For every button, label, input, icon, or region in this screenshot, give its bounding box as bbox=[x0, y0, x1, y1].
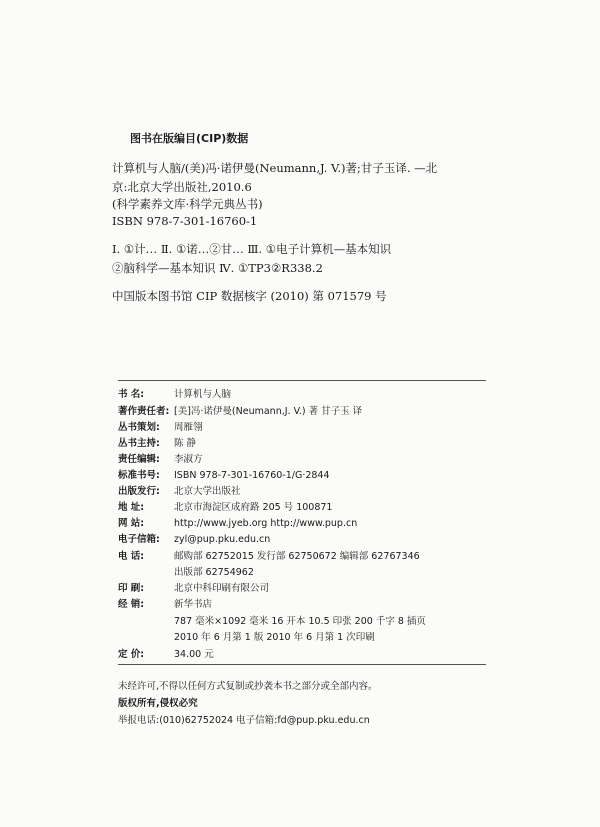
book-info-label: 书 名: bbox=[118, 389, 145, 400]
bottom-rule bbox=[118, 664, 486, 665]
copyright-notice: 未经许可,不得以任何方式复制或抄袭本书之部分或全部内容。 bbox=[118, 681, 378, 692]
cip-line-5: Ⅰ. ①计… Ⅱ. ①诺…②甘… Ⅲ. ①电子计算机—基本知识 bbox=[112, 242, 392, 256]
book-info-row bbox=[118, 437, 488, 451]
book-info-value: 北京中科印刷有限公司 bbox=[174, 583, 270, 594]
book-info-label: 责任编辑: bbox=[118, 454, 160, 465]
book-info-value: 邮购部 62752015 发行部 62750672 编辑部 62767346 bbox=[174, 551, 420, 562]
book-info-label: 网 站: bbox=[118, 518, 145, 529]
cip-line-1: 计算机与人脑/(美)冯·诺伊曼(Neumann,J. V.)著;甘子玉译. —北 bbox=[112, 161, 438, 175]
book-info-value: [美]冯·诺伊曼(Neumann,J. V.) 著 甘子玉 译 bbox=[174, 406, 363, 417]
book-info-value: 周雁翎 bbox=[174, 422, 203, 433]
book-info-label: 著作责任者: bbox=[118, 406, 170, 417]
book-info-value: zyl@pup.pku.edu.cn bbox=[174, 534, 271, 545]
book-info-row bbox=[118, 388, 488, 402]
book-info-value: 李淑方 bbox=[174, 454, 203, 465]
book-info-value: 34.00 元 bbox=[174, 649, 214, 660]
book-info-row bbox=[118, 598, 488, 612]
book-info-label: 出版发行: bbox=[118, 486, 160, 497]
book-info-row bbox=[118, 533, 488, 547]
top-rule bbox=[118, 380, 486, 381]
book-info-label: 地 址: bbox=[118, 502, 145, 513]
book-info-row bbox=[118, 453, 488, 467]
book-info-value: 出版部 62754962 bbox=[174, 567, 254, 578]
book-info-value: http://www.jyeb.org http://www.pup.cn bbox=[174, 518, 358, 529]
book-info-row bbox=[118, 501, 488, 515]
cip-line-6: ②脑科学—基本知识 Ⅳ. ①TP3②R338.2 bbox=[112, 261, 323, 275]
book-info-value: 计算机与人脑 bbox=[174, 389, 232, 400]
book-info-row bbox=[118, 517, 488, 531]
book-info-value: ISBN 978-7-301-16760-1/G·2844 bbox=[174, 470, 330, 481]
book-info-row bbox=[118, 469, 488, 483]
cip-line-4: ISBN 978-7-301-16760-1 bbox=[112, 214, 258, 228]
book-info-value: 新华书店 bbox=[174, 599, 213, 610]
book-info-value: 北京市海淀区成府路 205 号 100871 bbox=[174, 502, 333, 513]
report-contact: 举报电话:(010)62752024 电子信箱:fd@pup.pku.edu.cn bbox=[118, 715, 370, 726]
book-info-row bbox=[118, 421, 488, 435]
book-info-value: 787 毫米×1092 毫米 16 开本 10.5 印张 200 千字 8 插页 bbox=[174, 616, 426, 627]
book-info-row bbox=[118, 615, 488, 629]
book-info-row bbox=[118, 550, 488, 564]
cip-line-3: (科学素养文库·科学元典丛书) bbox=[112, 197, 263, 211]
book-info-row bbox=[118, 405, 488, 419]
book-info-row bbox=[118, 485, 488, 499]
book-info-label: 定 价: bbox=[118, 649, 145, 660]
book-info-row bbox=[118, 582, 488, 596]
book-info-row bbox=[118, 631, 488, 645]
book-info-label: 丛书主持: bbox=[118, 438, 160, 449]
cip-heading: 图书在版编目(CIP)数据 bbox=[130, 132, 249, 145]
book-info-label: 经 销: bbox=[118, 599, 145, 610]
book-info-label: 印 刷: bbox=[118, 583, 145, 594]
rights-reserved: 版权所有,侵权必究 bbox=[118, 698, 198, 709]
book-info-value: 陈 静 bbox=[174, 438, 197, 449]
book-info-label: 电 话: bbox=[118, 551, 145, 562]
book-info-row bbox=[118, 648, 488, 662]
book-info-value: 2010 年 6 月第 1 版 2010 年 6 月第 1 次印刷 bbox=[174, 632, 375, 643]
cip-line-7: 中国版本图书馆 CIP 数据核字 (2010) 第 071579 号 bbox=[112, 289, 387, 303]
book-info-value: 北京大学出版社 bbox=[174, 486, 241, 497]
book-info-label: 标准书号: bbox=[118, 470, 160, 481]
book-info-label: 丛书策划: bbox=[118, 422, 160, 433]
cip-line-2: 京:北京大学出版社,2010.6 bbox=[112, 180, 252, 194]
book-info-label: 电子信箱: bbox=[118, 534, 160, 545]
book-info-row bbox=[118, 566, 488, 580]
